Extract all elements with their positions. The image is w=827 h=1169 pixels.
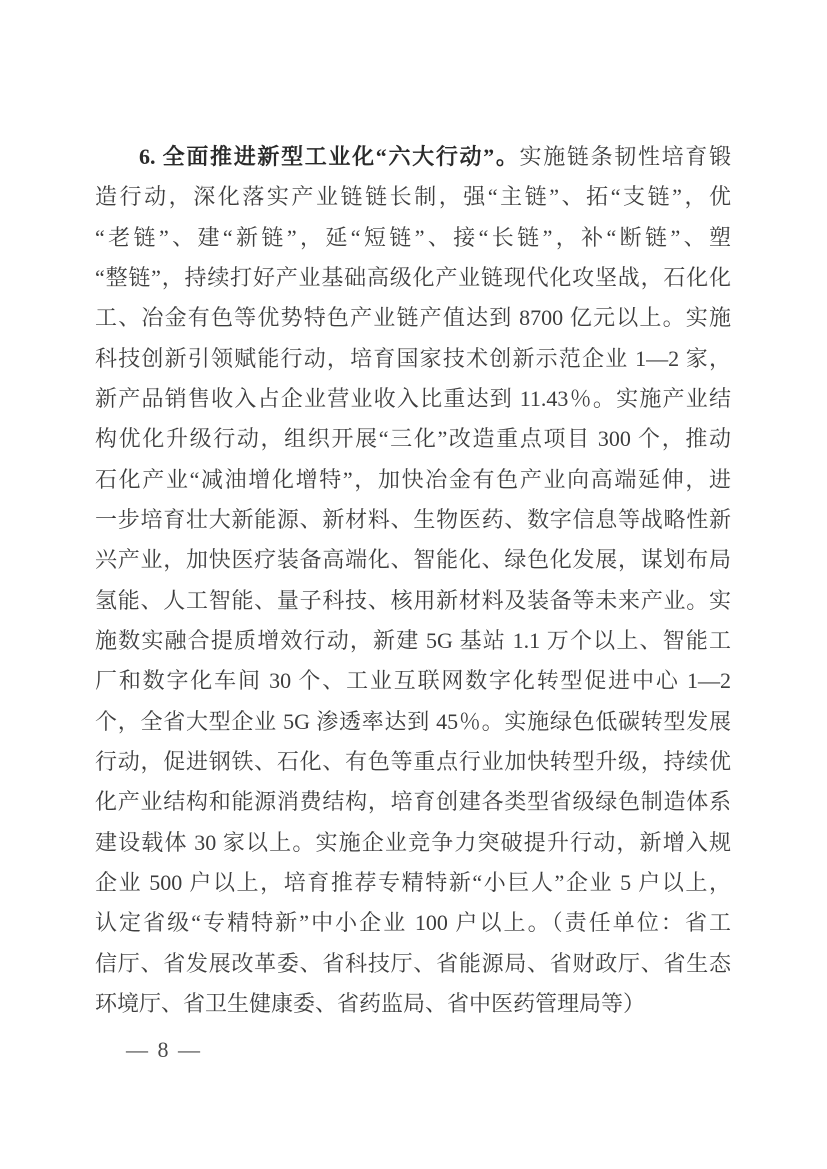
paragraph-block [95, 137, 731, 1024]
text-line: 个，全省大型企业 5G 渗透率达到 45％。实施绿色低碳转型发展 [95, 708, 731, 734]
text-line: 认定省级“专精特新”中小企业 100 户以上。（责任单位：省工 [95, 910, 731, 936]
text-line: 行动，促进钢铁、石化、有色等重点行业加快转型升级，持续优 [95, 748, 731, 774]
text-line: 兴产业，加快医疗装备高端化、智能化、绿色化发展，谋划布局 [95, 547, 731, 573]
text-line: 新产品销售收入占企业营业收入比重达到 11.43％。实施产业结 [95, 385, 731, 411]
text-line: 信厅、省发展改革委、省科技厅、省能源局、省财政厅、省生态 [95, 950, 731, 976]
text-line: 施数实融合提质增效行动，新建 5G 基站 1.1 万个以上、智能工 [95, 627, 731, 653]
text-line: 化产业结构和能源消费结构，培育创建各类型省级绿色制造体系 [95, 789, 731, 815]
paragraph-heading: 6. 全面推进新型工业化“六大行动”。 [139, 144, 520, 169]
text-line: 厂和数字化车间 30 个、工业互联网数字化转型促进中心 1—2 [95, 668, 731, 694]
page-number: — 8 — [126, 1037, 202, 1062]
text-line: “整链”，持续打好产业基础高级化产业链现代化攻坚战，石化化 [95, 264, 731, 290]
text-line: 氢能、人工智能、量子科技、核用新材料及装备等未来产业。实 [95, 587, 731, 613]
text-line: 造行动，深化落实产业链链长制，强“主链”、拓“支链”，优 [95, 184, 731, 210]
paragraph-heading-rest: 实施链条韧性培育锻 [519, 144, 731, 169]
text-line: 环境厅、省卫生健康委、省药监局、省中医药管理局等） [95, 990, 646, 1016]
text-line: 企业 500 户以上，培育推荐专精特新“小巨人”企业 5 户以上， [95, 869, 731, 895]
text-line: 石化产业“减油增化增特”，加快冶金有色产业向高端延伸，进 [95, 466, 731, 492]
text-line: 构优化升级行动，组织开展“三化”改造重点项目 300 个，推动 [95, 426, 731, 452]
text-line: 科技创新引领赋能行动，培育国家技术创新示范企业 1—2 家， [95, 345, 731, 371]
text-line: “老链”、建“新链”，延“短链”、接“长链”，补“断链”、塑 [95, 224, 731, 250]
text-line: 建设载体 30 家以上。实施企业竞争力突破提升行动，新增入规 [95, 829, 731, 855]
text-line [95, 137, 731, 177]
text-line: 一步培育壮大新能源、新材料、生物医药、数字信息等战略性新 [95, 506, 731, 532]
text-line: 工、冶金有色等优势特色产业链产值达到 8700 亿元以上。实施 [95, 305, 731, 331]
